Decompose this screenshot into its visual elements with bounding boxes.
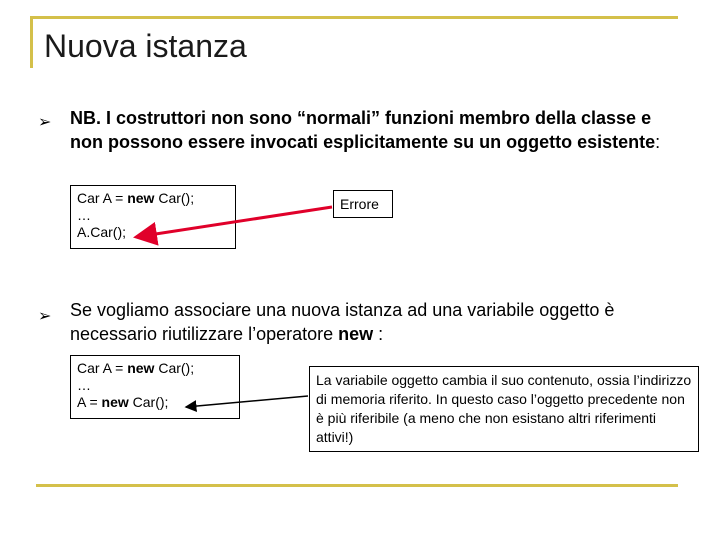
bullet-2-text: Se vogliamo associare una nuova istanza ad una variabile oggetto è necessario riutilizzare l’operatore new : bbox=[70, 300, 615, 344]
arrow-bullet-icon: ➢ bbox=[38, 114, 52, 131]
code-line: Car A = new Car(); bbox=[77, 190, 195, 206]
code-line: A.Car(); bbox=[77, 224, 126, 240]
bullet-1-lead: NB. I costruttori non sono “normali” funzioni membro della classe e non possono essere invocati esplicitamente su un oggetto esistente bbox=[70, 108, 656, 152]
bullet-1-tail: : bbox=[655, 132, 661, 152]
error-label: Errore bbox=[340, 196, 379, 212]
bottom-decorative-rule bbox=[36, 484, 678, 487]
page-title: Nuova istanza bbox=[44, 28, 247, 64]
arrow-bullet-icon: ➢ bbox=[38, 308, 52, 325]
code-line: A = new Car(); bbox=[77, 394, 169, 410]
code-line: … bbox=[77, 207, 91, 223]
explanation-note: La variabile oggetto cambia il suo contenuto, ossia l’indirizzo di memoria riferito. In questo caso l’oggetto precedente non è più riferibile (a meno che non esistano altri riferimenti attivi!) bbox=[309, 366, 699, 452]
error-arrow bbox=[136, 207, 332, 237]
note-arrow bbox=[186, 396, 308, 407]
code-line: Car A = new Car(); bbox=[77, 360, 195, 376]
code-line: … bbox=[77, 377, 91, 393]
